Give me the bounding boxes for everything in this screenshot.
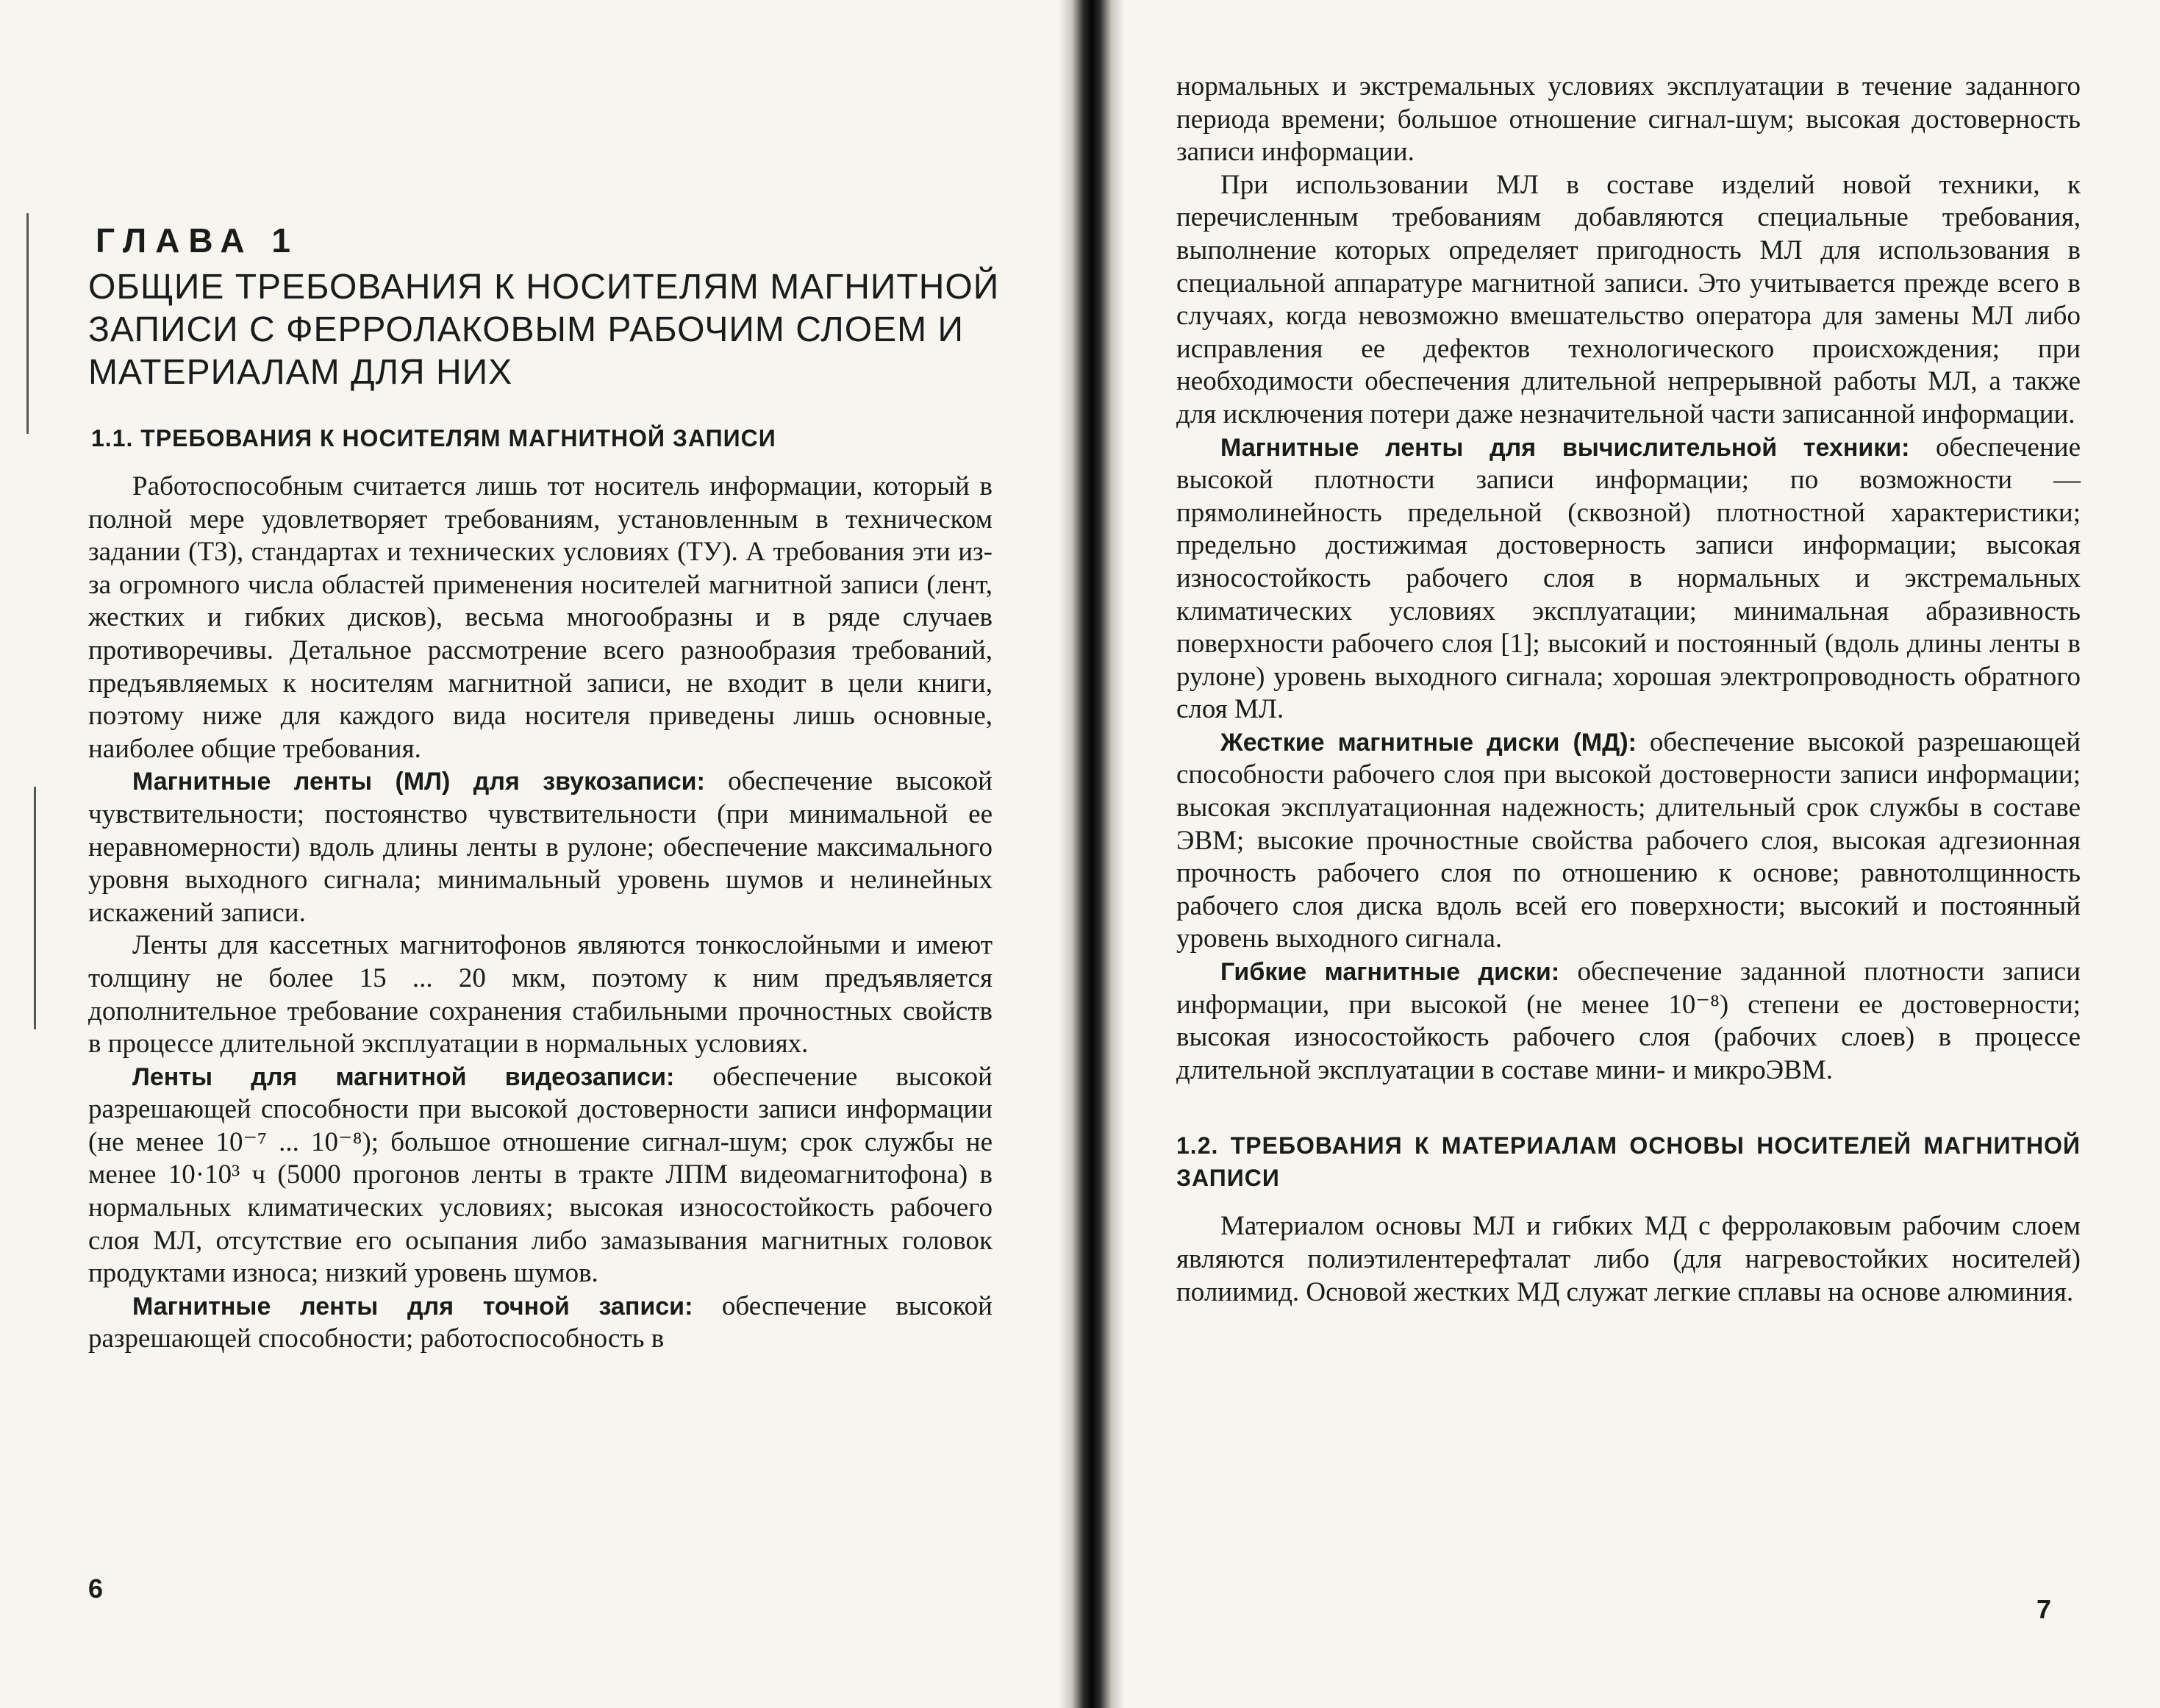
paragraph (88, 1061, 993, 1290)
page-number: 7 (2036, 1594, 2052, 1624)
paragraph-text: обеспечение высокой разрешающей способности рабочего слоя при высокой достоверности записи информации; высокая эксплуатационная надежность; длительный срок службы в составе ЭВМ; высокие прочностные свойства рабочего слоя, высокая адгезионная прочность рабочего слоя по отношению к основе; равнотолщинность рабочего слоя диска вдоль всей его поверхности; высокий и постоянный уровень выходного сигнала. (1176, 726, 2081, 954)
paragraph-lead: Магнитные ленты (МЛ) для звукозаписи: (132, 768, 705, 796)
paragraph-text: обеспечение высокой плотности записи информации; по возможности — прямолинейность предельной (сквозной) плотностной характеристики; предельно достижимая достоверность записи информации; высокая износостойкость рабочего слоя в нормальных и экстремальных климатических условиях эксплуатации; минимальная абразивность поверхности рабочего слоя [1]; высокий и постоянный (вдоль длины ленты в рулоне) уровень выходного сигнала; хорошая электропроводность обратного слоя МЛ. (1176, 432, 2081, 725)
chapter-title: ОБЩИЕ ТРЕБОВАНИЯ К НОСИТЕЛЯМ МАГНИТНОЙ ЗАПИСИ С ФЕРРОЛАКОВЫМ РАБОЧИМ СЛОЕМ И МАТЕРИАЛАМ ДЛЯ НИХ (88, 268, 1000, 392)
paragraph: нормальных и экстремальных условиях эксплуатации в течение заданного периода времени; большое отношение сигнал-шум; высокая достоверность записи информации. (1176, 71, 2081, 168)
paragraph-lead: Гибкие магнитные диски: (1220, 958, 1560, 987)
paragraph-lead: Магнитные ленты для точной записи: (132, 1292, 693, 1321)
section-heading: 1.1. ТРЕБОВАНИЯ К НОСИТЕЛЯМ МАГНИТНОЙ ЗАПИСИ (91, 425, 776, 451)
margin-mark (26, 213, 29, 434)
paragraph-text: обеспечение высокой разрешающей способности; работоспособность в (88, 1290, 993, 1354)
paragraph (1176, 726, 2081, 956)
book-spine (1059, 0, 1125, 1708)
paragraph-lead: Ленты для магнитной видеозаписи: (132, 1062, 675, 1091)
paragraph (1176, 956, 2081, 1087)
left-body-text (88, 471, 993, 1356)
paragraph: Материалом основы МЛ и гибких МД с ферролаковым рабочим слоем являются полиэтилентерефталат либо (для нагревостойких носителей) полиимид. Основой жестких МД служат легкие сплавы на основе алюминия. (1176, 1211, 2081, 1307)
paragraph-text: обеспечение заданной плотности записи информации, при высокой (не менее 10⁻⁸) степени ее достоверности; высокая износостойкость рабочего слоя (рабочих слоев) в процессе длительной эксплуатации в составе мини- и микроЭВМ. (1176, 957, 2081, 1085)
paragraph (88, 765, 993, 929)
paragraph-lead: Магнитные ленты для вычислительной техники: (1220, 433, 1910, 462)
paragraph: Работоспособным считается лишь тот носитель информации, который в полной мере удовлетворяет требованиям, установленным в техническом задании (ТЗ), стандартах и технических условиях (ТУ). А требования эти из-за огромного числа областей применения носителей магнитной записи (лент, жестких и гибких дисков), весьма многообразны и в ряде случаев противоречивы. Детальное рассмотрение всего разнообразия требований, предъявляемых к носителям магнитной записи, не входит в цели книги, поэтому ниже для каждого вида носителя приведены лишь основные, наиболее общие требования. (88, 471, 993, 764)
paragraph-text: обеспечение высокой чувствительности; постоянство чувствительности (при минимальной ее неравномерности) вдоль длины ленты в рулоне; обеспечение максимального уровня выходного сигнала; минимальный уровень шумов и нелинейных искажений записи. (88, 766, 993, 928)
right-page (1125, 0, 2160, 1708)
margin-mark (34, 787, 36, 1029)
section-heading: 1.2. ТРЕБОВАНИЯ К МАТЕРИАЛАМ ОСНОВЫ НОСИТЕЛЕЙ МАГНИТНОЙ ЗАПИСИ (1176, 1132, 2081, 1192)
paragraph: Ленты для кассетных магнитофонов являются тонкослойными и имеют толщину не более 15 ... 20 мкм, поэтому к ним предъявляется дополнительное требование сохранения стабильными прочностных свойств в процессе длительной эксплуатации в нормальных условиях. (88, 930, 993, 1060)
paragraph (88, 1290, 993, 1356)
page-number: 6 (88, 1573, 104, 1604)
paragraph-text: обеспечение высокой разрешающей способности при высокой достоверности записи информации (не менее 10⁻⁷ ... 10⁻⁸); большое отношение сигнал-шум; срок службы не менее 10·10³ ч (5000 прогонов ленты в тракте ЛПМ видеомагнитофона) в нормальных климатических условиях; высокая износостойкость рабочего слоя МЛ, отсутствие его осыпания либо замазывания магнитных головок продуктами износа; низкий уровень шумов. (88, 1061, 993, 1289)
right-body-text (1176, 71, 2081, 1309)
paragraph (1176, 432, 2081, 726)
paragraph-lead: Жесткие магнитные диски (МД): (1220, 728, 1637, 757)
chapter-label: ГЛАВА 1 (96, 221, 299, 260)
left-page (0, 0, 1059, 1708)
paragraph: При использовании МЛ в составе изделий новой техники, к перечисленным требованиям добавляются специальные требования, выполнение которых определяет пригодность МЛ для использования в специальной аппаратуре магнитной записи. Это учитывается прежде всего в случаях, когда невозможно вмешательство оператора для замены МЛ либо исправления ее дефектов технологического происхождения; при необходимости обеспечения длительной непрерывной работы МЛ, а также для исключения потери даже незначительной части записанной информации. (1176, 169, 2081, 429)
